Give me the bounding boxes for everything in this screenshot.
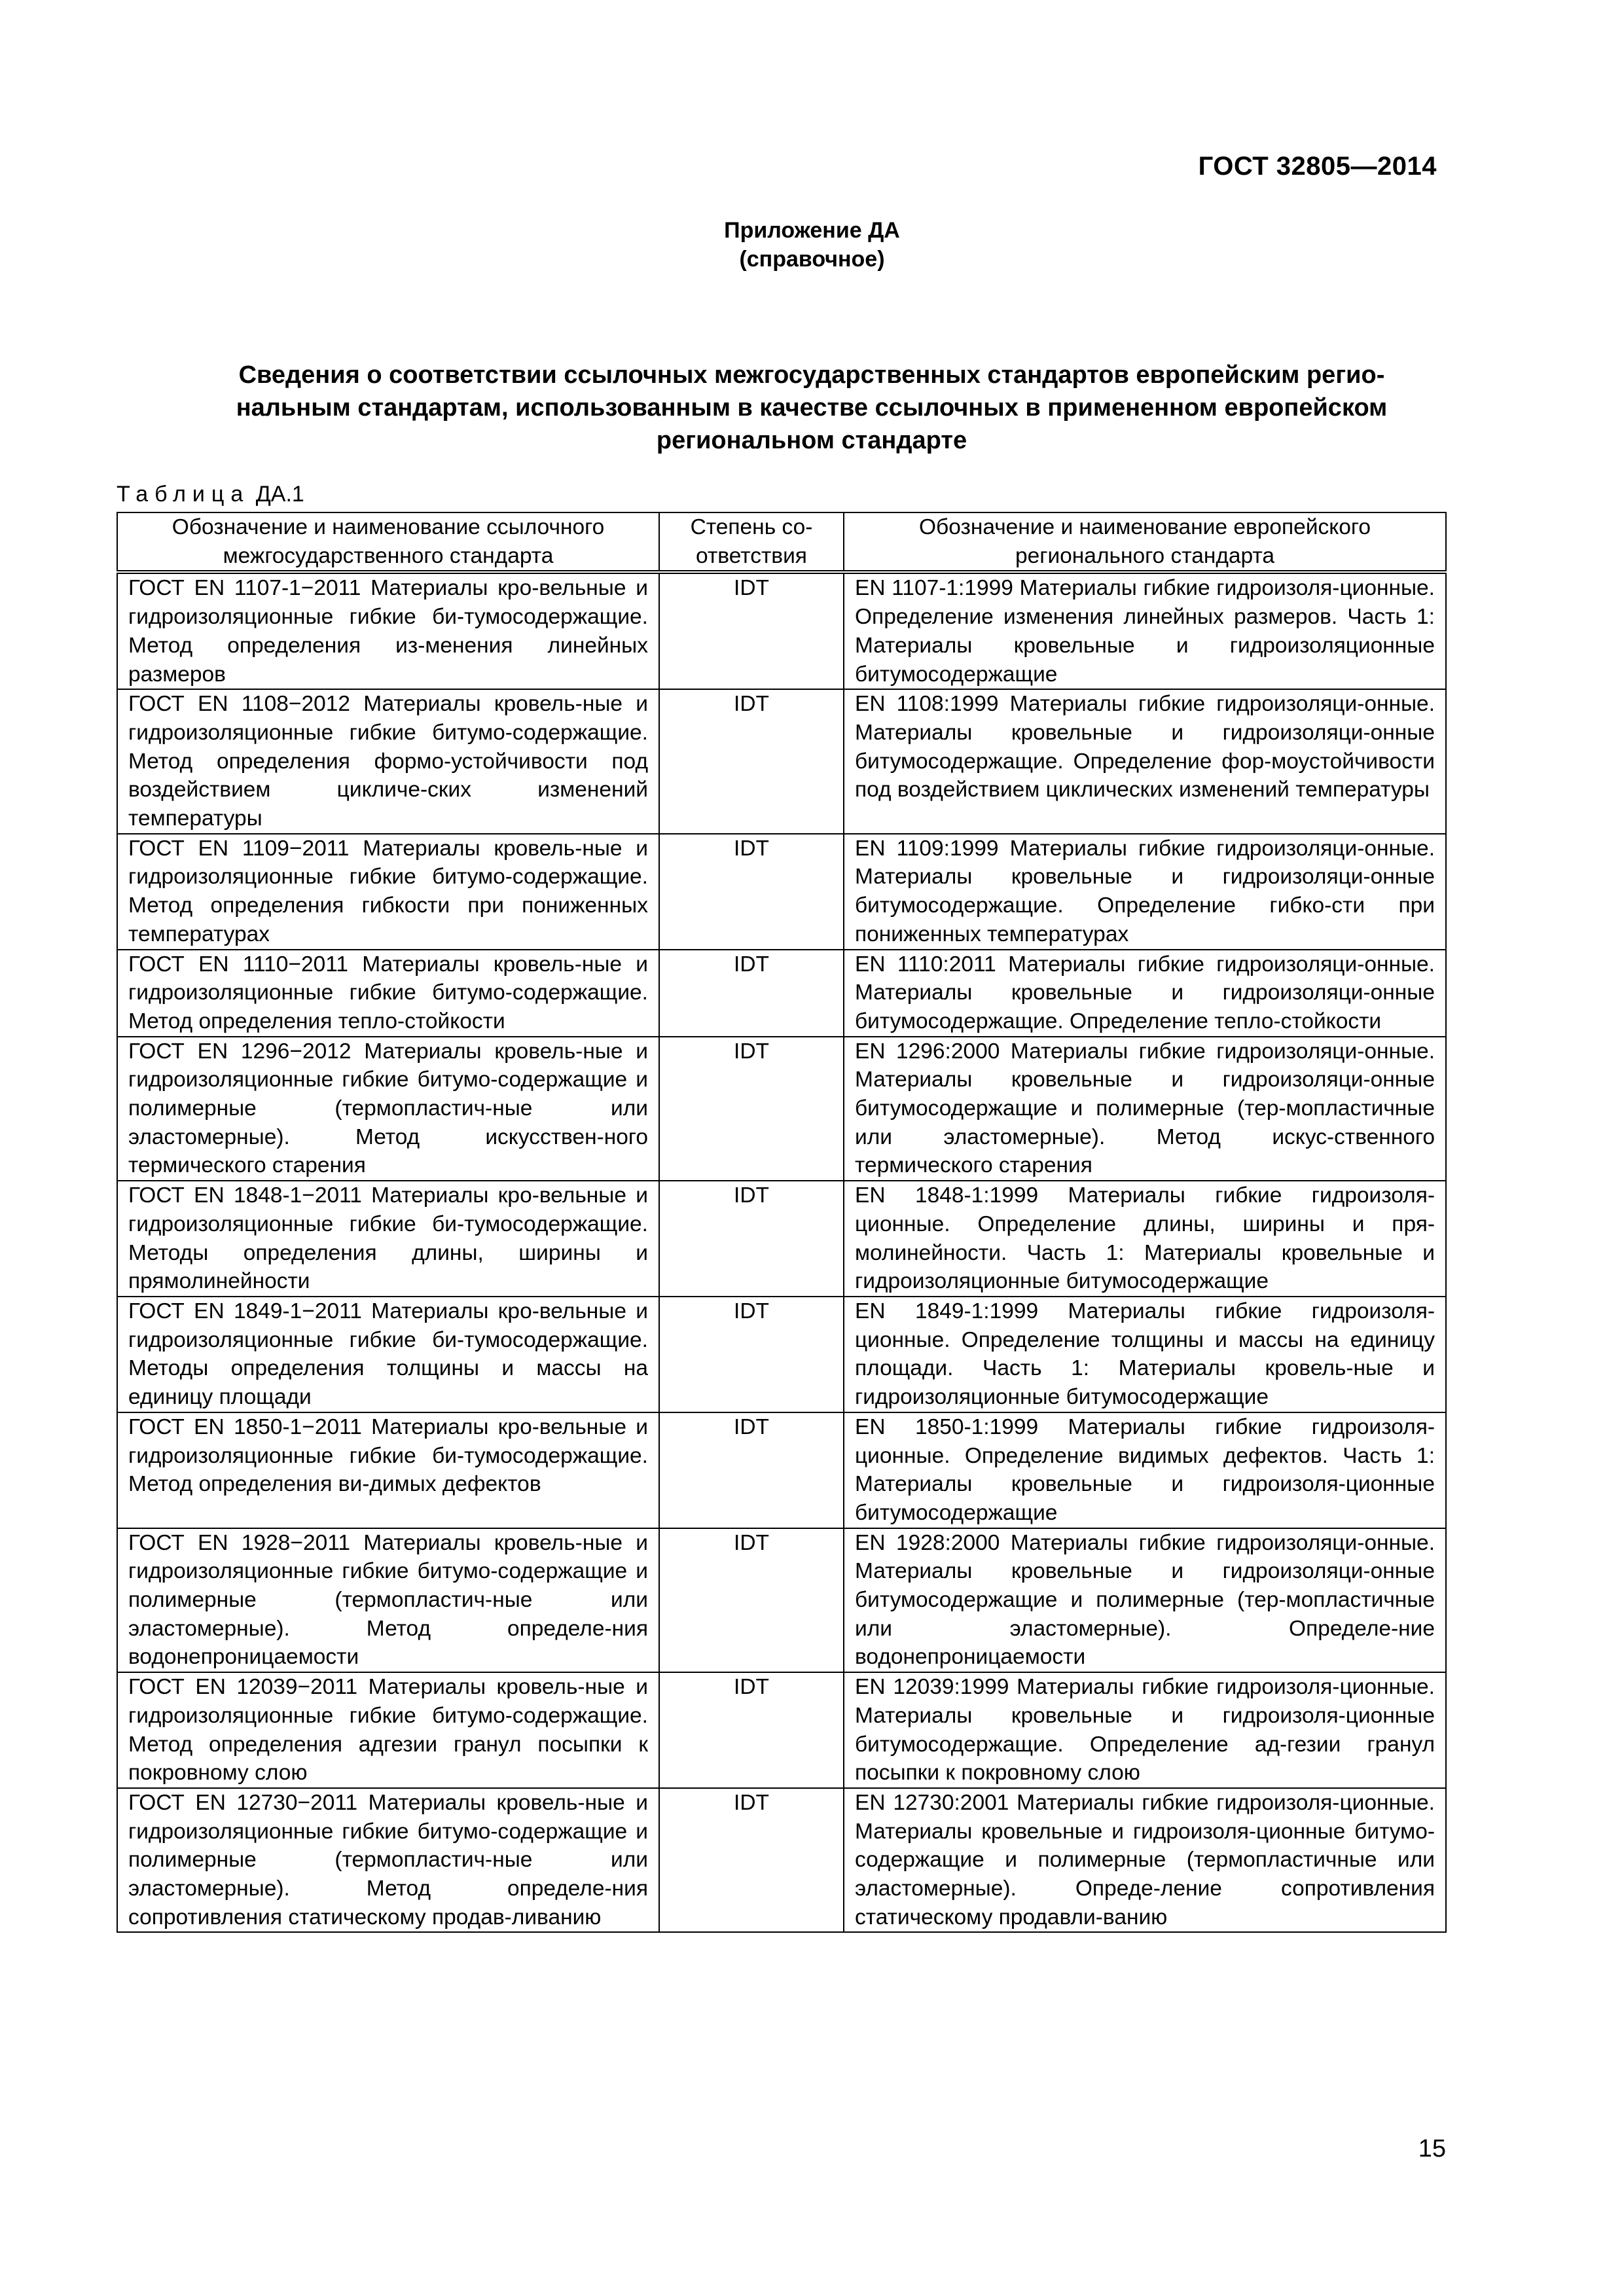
en-cell: EN 1928:2000 Материалы гибкие гидроизоляци-онные. Материалы кровельные и гидроизоляци-онные битумосодержащие и полимерные (тер-мопластичные или эластомерные). Определе-ние водонепроницаемости: [844, 1528, 1446, 1673]
gost-cell: ГОСТ EN 1848-1−2011 Материалы кро-вельные и гидроизоляционные гибкие би-тумосодержащие. Методы определения длины, ширины и прямолинейности: [117, 1181, 659, 1297]
appendix-subtitle: (справочное): [739, 247, 885, 272]
en-cell: EN 1848-1:1999 Материалы гибкие гидроизоля-ционные. Определение длины, ширины и пря-молинейности. Часть 1: Материалы кровельные и гидроизоляционные битумосодержащие: [844, 1181, 1446, 1297]
en-cell: EN 1849-1:1999 Материалы гибкие гидроизоля-ционные. Определение толщины и массы на единицу площади. Часть 1: Материалы кровель-ные и гидроизоляционные битумосодержащие: [844, 1297, 1446, 1412]
gost-cell: ГОСТ EN 1110−2011 Материалы кровель-ные и гидроизоляционные гибкие битумо-содержащие. Метод определения тепло-стойкости: [117, 950, 659, 1037]
degree-cell: IDT: [659, 1528, 844, 1673]
gost-cell: ГОСТ EN 12730−2011 Материалы кровель-ные и гидроизоляционные гибкие битумо-содержащие и полимерные (термопластич-ные или эластомерные). Метод определе-ния сопротивления статическому продав-ливанию: [117, 1788, 659, 1933]
degree-cell: IDT: [659, 950, 844, 1037]
en-cell: EN 1110:2011 Материалы гибкие гидроизоляци-онные. Материалы кровельные и гидроизоляци-онные битумосодержащие. Определение тепло-стойкости: [844, 950, 1446, 1037]
en-cell: EN 1109:1999 Материалы гибкие гидроизоляци-онные. Материалы кровельные и гидроизоляци-онные битумосодержащие. Определение гибко-сти при пониженных температурах: [844, 834, 1446, 950]
page-number: 15: [1418, 2135, 1446, 2162]
appendix-title: Приложение ДА: [724, 218, 900, 243]
table-row: [117, 1788, 1446, 1933]
table-row: [117, 950, 1446, 1037]
degree-cell: IDT: [659, 1412, 844, 1528]
header-european-standard: Обозначение и наименование европейского регионального стандарта: [844, 512, 1446, 572]
document-code: ГОСТ 32805—2014: [1198, 152, 1437, 181]
gost-cell: ГОСТ EN 1108−2012 Материалы кровель-ные и гидроизоляционные гибкие битумо-содержащие. Метод определения формо-устойчивости под воздействием цикличе-ских изменений температуры: [117, 689, 659, 834]
table-row: [117, 572, 1446, 689]
gost-cell: ГОСТ EN 1849-1−2011 Материалы кро-вельные и гидроизоляционные гибкие би-тумосодержащие. Методы определения толщины и массы на единицу площади: [117, 1297, 659, 1412]
gost-cell: ГОСТ EN 1109−2011 Материалы кровель-ные и гидроизоляционные гибкие битумо-содержащие. Метод определения гибкости при пониженных температурах: [117, 834, 659, 950]
gost-cell: ГОСТ EN 1107-1−2011 Материалы кро-вельные и гидроизоляционные гибкие би-тумосодержащие. Метод определения из-менения линейных размеров: [117, 572, 659, 689]
gost-cell: ГОСТ EN 1928−2011 Материалы кровель-ные и гидроизоляционные гибкие битумо-содержащие и полимерные (термопластич-ные или эластомерные). Метод определе-ния водонепроницаемости: [117, 1528, 659, 1673]
en-cell: EN 12039:1999 Материалы гибкие гидроизоля-ционные. Материалы кровельные и гидроизоля-ционные битумосодержащие. Определение ад-гезии гранул посыпки к покровному слою: [844, 1672, 1446, 1788]
heading-line: нальным стандартам, использованным в качестве ссылочных в примененном европейском: [236, 394, 1388, 422]
degree-cell: IDT: [659, 1788, 844, 1933]
degree-cell: IDT: [659, 1037, 844, 1181]
table-row: [117, 1412, 1446, 1528]
gost-cell: ГОСТ EN 1850-1−2011 Материалы кро-вельные и гидроизоляционные гибкие би-тумосодержащие. Метод определения ви-димых дефектов: [117, 1412, 659, 1528]
en-cell: EN 1107-1:1999 Материалы гибкие гидроизоля-ционные. Определение изменения линейных размеров. Часть 1: Материалы кровельные и гидроизоляционные битумосодержащие: [844, 572, 1446, 689]
table-caption-word: Таблица: [117, 482, 250, 507]
table-row: [117, 1672, 1446, 1788]
table-row: [117, 1181, 1446, 1297]
en-cell: EN 1108:1999 Материалы гибкие гидроизоляци-онные. Материалы кровельные и гидроизоляци-онные битумосодержащие. Определение фор-моустойчивости под воздействием циклических изменений температуры: [844, 689, 1446, 834]
degree-cell: IDT: [659, 834, 844, 950]
table-caption-number: ДА.1: [255, 482, 304, 507]
heading-line: Сведения о соответствии ссылочных межгосударственных стандартов европейским регио-: [238, 361, 1385, 389]
correspondence-table: [117, 512, 1447, 1933]
gost-cell: ГОСТ EN 12039−2011 Материалы кровель-ные и гидроизоляционные гибкие битумо-содержащие. Метод определения адгезии гранул посыпки к покровному слою: [117, 1672, 659, 1788]
table-header-row: [117, 512, 1446, 572]
appendix-title-block: [0, 216, 1624, 274]
table-row: [117, 689, 1446, 834]
section-heading: [137, 359, 1486, 457]
table-row: [117, 1297, 1446, 1412]
degree-cell: IDT: [659, 572, 844, 689]
table-row: [117, 1037, 1446, 1181]
heading-line: региональном стандарте: [656, 427, 967, 454]
degree-cell: IDT: [659, 1672, 844, 1788]
en-cell: EN 12730:2001 Материалы гибкие гидроизоля-ционные. Материалы кровельные и гидроизоля-ционные битумо-содержащие и полимерные (термопластичные или эластомерные). Опреде-ление сопротивления статическому продавли-ванию: [844, 1788, 1446, 1933]
gost-cell: ГОСТ EN 1296−2012 Материалы кровель-ные и гидроизоляционные гибкие битумо-содержащие и полимерные (термопластич-ные или эластомерные). Метод искусствен-ного термического старения: [117, 1037, 659, 1181]
table-row: [117, 834, 1446, 950]
table-caption: [117, 482, 304, 507]
header-degree: Степень со-ответствия: [659, 512, 844, 572]
degree-cell: IDT: [659, 1181, 844, 1297]
degree-cell: IDT: [659, 1297, 844, 1412]
en-cell: EN 1296:2000 Материалы гибкие гидроизоляци-онные. Материалы кровельные и гидроизоляци-онные битумосодержащие и полимерные (тер-мопластичные или эластомерные). Метод искус-ственного термического старения: [844, 1037, 1446, 1181]
en-cell: EN 1850-1:1999 Материалы гибкие гидроизоля-ционные. Определение видимых дефектов. Часть 1: Материалы кровельные и гидроизоля-ционные битумосодержащие: [844, 1412, 1446, 1528]
header-interstate-standard: Обозначение и наименование ссылочного межгосударственного стандарта: [117, 512, 659, 572]
degree-cell: IDT: [659, 689, 844, 834]
table-row: [117, 1528, 1446, 1673]
